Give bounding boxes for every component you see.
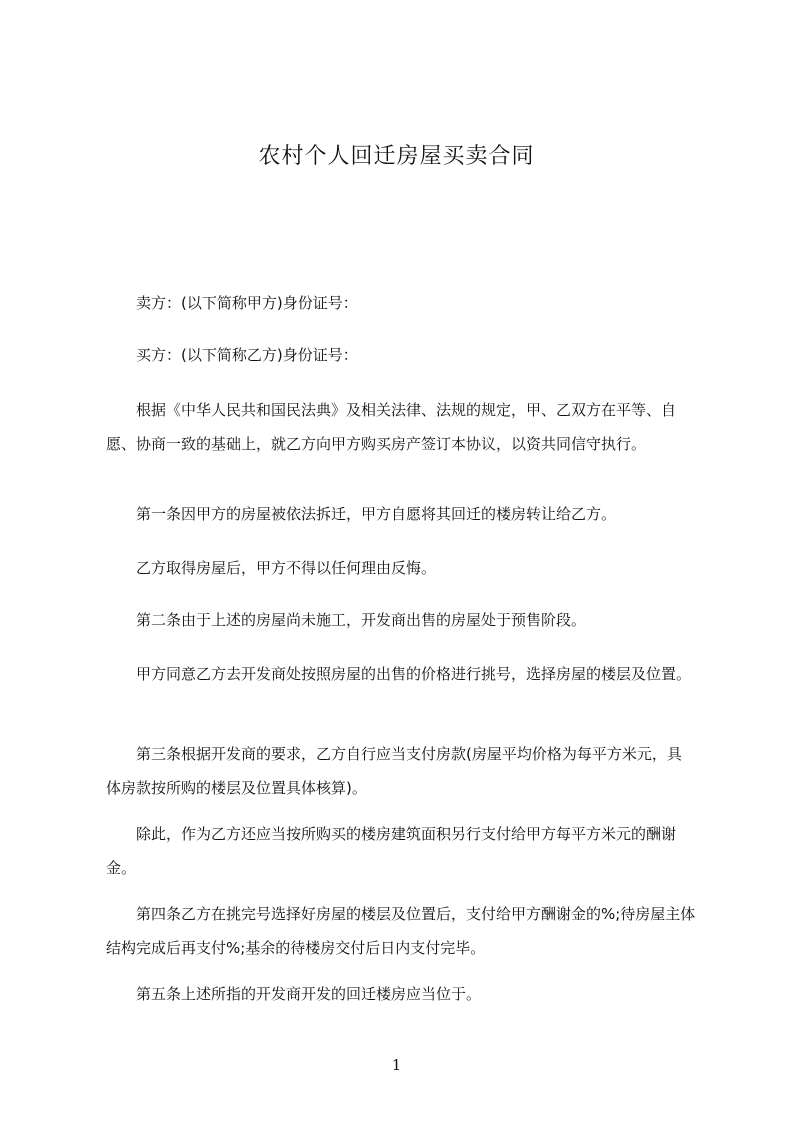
document-title: 农村个人回迁房屋买卖合同 xyxy=(258,144,535,169)
page-number: 1 xyxy=(391,1056,402,1074)
article-4-paragraph: 第四条乙方在挑完号选择好房屋的楼层及位置后，支付给甲方酬谢金的%;待房屋主体结构完成后再支付%;基余的待楼房交付后日内支付完毕。 xyxy=(106,905,696,957)
article-2-detail-paragraph: 甲方同意乙方去开发商处按照房屋的出售的价格进行挑号，选择房屋的楼层及位置。 xyxy=(136,665,692,683)
article-3-paragraph: 第三条根据开发商的要求，乙方自行应当支付房款(房屋平均价格为每平方米元，具体房款按所购的楼层及位置具体核算)。 xyxy=(106,745,682,797)
article-3-detail-paragraph: 除此，作为乙方还应当按所购买的楼房建筑面积另行支付给甲方每平方米元的酬谢金。 xyxy=(106,825,677,877)
buyer-line: 买方：(以下简称乙方)身份证号： xyxy=(136,346,358,364)
preamble-paragraph: 根据《中华人民共和国民法典》及相关法律、法规的规定，甲、乙双方在平等、自愿、协商一致的基础上，就乙方向甲方购买房产签订本协议，以资共同信守执行。 xyxy=(106,401,677,453)
seller-line: 卖方：(以下简称甲方)身份证号： xyxy=(136,294,358,312)
article-1-paragraph: 第一条因甲方的房屋被依法拆迁，甲方自愿将其回迁的楼房转让给乙方。 xyxy=(136,505,617,523)
article-1-note-paragraph: 乙方取得房屋后，甲方不得以任何理由反悔。 xyxy=(136,559,437,577)
article-5-paragraph: 第五条上述所指的开发商开发的回迁楼房应当位于。 xyxy=(136,985,482,1003)
article-2-paragraph: 第二条由于上述的房屋尚未施工，开发商出售的房屋处于预售阶段。 xyxy=(136,611,587,629)
